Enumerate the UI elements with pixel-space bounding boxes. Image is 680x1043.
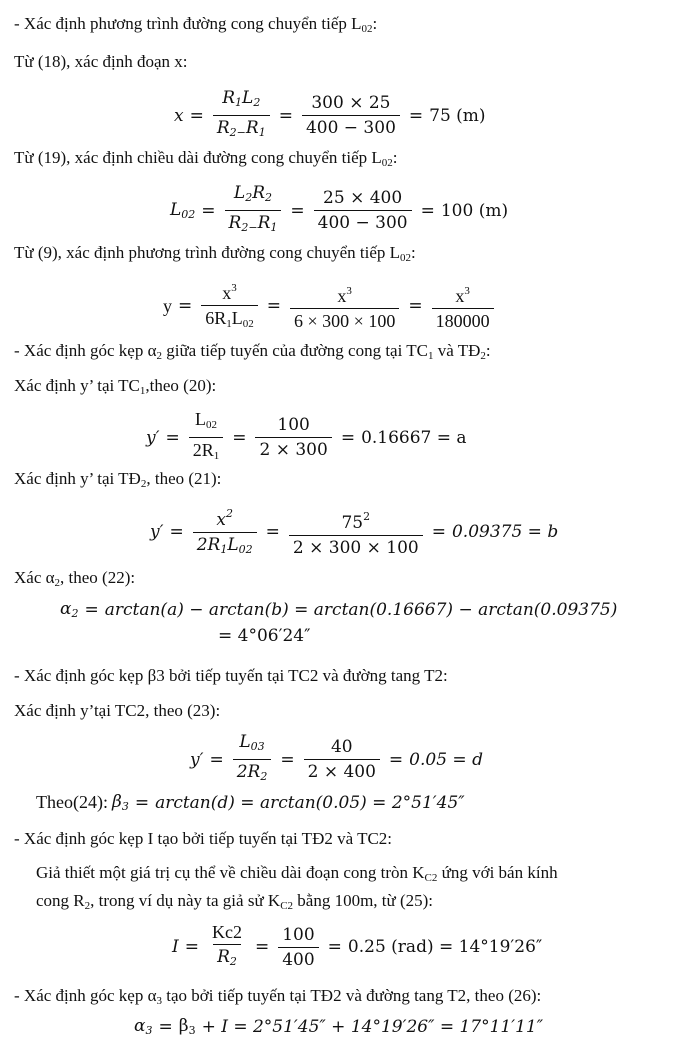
equation-y-prime-a: y′ = $\frac{L_{02}}{2R_1}$ = $\frac{100}{2 \times 300}$ = 0.16667 = a xyxy=(146,407,467,468)
fraction-r1l2: $\frac{R_1L_2}{R_{2-}R_1}$ xyxy=(213,86,270,145)
heading-angle-i: - Xác định góc kẹp I tạo bởi tiếp tuyến tại TĐ2 và TC2: xyxy=(14,829,393,848)
equation-alpha3: $\alpha_3$ = $\beta_3$ + I = 2°51′45″ + 14°19′26″ = 17°11′11″ xyxy=(134,1016,544,1037)
equation-alpha2: $\alpha_2$ = arctan(a) − arctan(b) = arctan(0.16667) − arctan(0.09375) xyxy=(60,599,618,620)
equation-y-prime-d: y′ = $\frac{L_{03}}{2R_2}$ = $\frac{40}{2 \times 400}$ = 0.05 = d xyxy=(190,730,483,789)
fraction-numeric: $\frac{25 \times 400}{400 - 300}$ xyxy=(314,186,412,235)
fraction-numeric: $\frac{x^3}{6 \times 300 \times 100}$ xyxy=(290,279,399,333)
text-y-at-td2: Xác định y’ tại $TĐ_2$, theo (21): xyxy=(14,469,222,490)
fraction-kc2-r2: $\frac{Kc2}{R_2}$ xyxy=(208,920,246,974)
text-from-18: Từ (18), xác định đoạn x: xyxy=(14,52,188,71)
text-y-at-tc2: Xác định y’tại TC2, theo (23): xyxy=(14,701,221,720)
text-from-19: Từ (19), xác định chiều dài đường cong chuyển tiếp $L_{02}$: xyxy=(14,148,398,169)
equation-y: y = $\frac{x^3}{6R_1L_{02}}$ = $\frac{x^3}{6 \times 300 \times 100}$ = $\frac{x^3}{180000}$ xyxy=(163,276,497,336)
fraction-numeric: $\frac{100}{2 \times 300}$ xyxy=(255,413,331,462)
fraction-numeric: $\frac{40}{2 \times 400}$ xyxy=(304,735,380,784)
equation-i: I = $\frac{Kc2}{R_2}$ = $\frac{100}{400}$ = 0.25 (rad) = 14°19′26″ xyxy=(172,920,542,974)
fraction-x3-6r1l02: $\frac{x^3}{6R_1L_{02}}$ xyxy=(201,276,258,336)
equation-l02: $L_{02}$ = $\frac{L_2R_2}{R_{2-}R_1}$ = $\frac{25 \times 400}{400 - 300}$ = 100 (m) xyxy=(170,181,508,240)
fraction-numeric: $\frac{100}{400}$ xyxy=(278,923,318,972)
fraction-x2-2r1l02: $\frac{x^2}{2R_1L_{02}}$ xyxy=(193,502,257,562)
fraction-numeric: $\frac{75^2}{2 \times 300 \times 100}$ xyxy=(289,505,423,560)
equation-alpha2-result: = 4°06′24″ xyxy=(218,626,311,646)
equation-y-prime-b: y′ = $\frac{x^2}{2R_1L_{02}}$ = $\frac{75^2}{2 \times 300 \times 100}$ = 0.09375 = b xyxy=(150,502,558,562)
fraction-result: $\frac{x^3}{180000}$ xyxy=(432,279,494,333)
fraction-l2r2: $\frac{L_2R_2}{R_{2-}R_1}$ xyxy=(225,181,282,240)
equation-x: x = $\frac{R_1L_2}{R_{2-}R_1}$ = $\frac{300 \times 25}{400 - 300}$ = 75 (m) xyxy=(174,86,486,145)
fraction-numeric: $\frac{300 \times 25}{400 - 300}$ xyxy=(302,91,400,140)
text-y-at-tc1: Xác định y’ tại $TC_1,theo$ (20): xyxy=(14,376,217,397)
fraction-l03-2r2: $\frac{L_{03}}{2R_2}$ xyxy=(233,730,272,789)
fraction-l02-2r1: $\frac{L_{02}}{2R_1}$ xyxy=(189,407,224,468)
text-from-9: Từ (9), xác định phương trình đường cong chuyển tiếp $L_{02}$: xyxy=(14,243,416,264)
text-assumption-kc2: Giả thiết một giá trị cụ thể về chiều dài đoạn cong tròn $K_{C2}$ ứng với bán kính xyxy=(36,863,558,884)
heading-transition-curve-equation: - Xác định phương trình đường cong chuyển tiếp $L_{02}$: xyxy=(14,14,378,35)
heading-angle-alpha3: - Xác định góc kẹp $\alpha_3$ tạo bởi tiếp tuyến tại TĐ2 và đường tang T2, theo (26): xyxy=(14,986,542,1007)
text-radius-r2: cong $R_2$, trong ví dụ này ta giả sử $K_{C2}$ bằng 100m, từ (25): xyxy=(36,891,434,912)
heading-angle-beta3: - Xác định góc kẹp β3 bởi tiếp tuyến tại TC2 và đường tang T2: xyxy=(14,666,448,685)
text-alpha2-theo-22: Xác $\alpha_2$, theo (22): xyxy=(14,568,136,589)
heading-angle-alpha2: - Xác định góc kẹp $\alpha_2$ giữa tiếp tuyến của đường cong tại $TC_1$ và $TĐ_2$: xyxy=(14,341,491,362)
equation-beta3: Theo(24): $\beta_3$ = arctan(d) = arctan(0.05) = 2°51′45″ xyxy=(36,792,465,813)
